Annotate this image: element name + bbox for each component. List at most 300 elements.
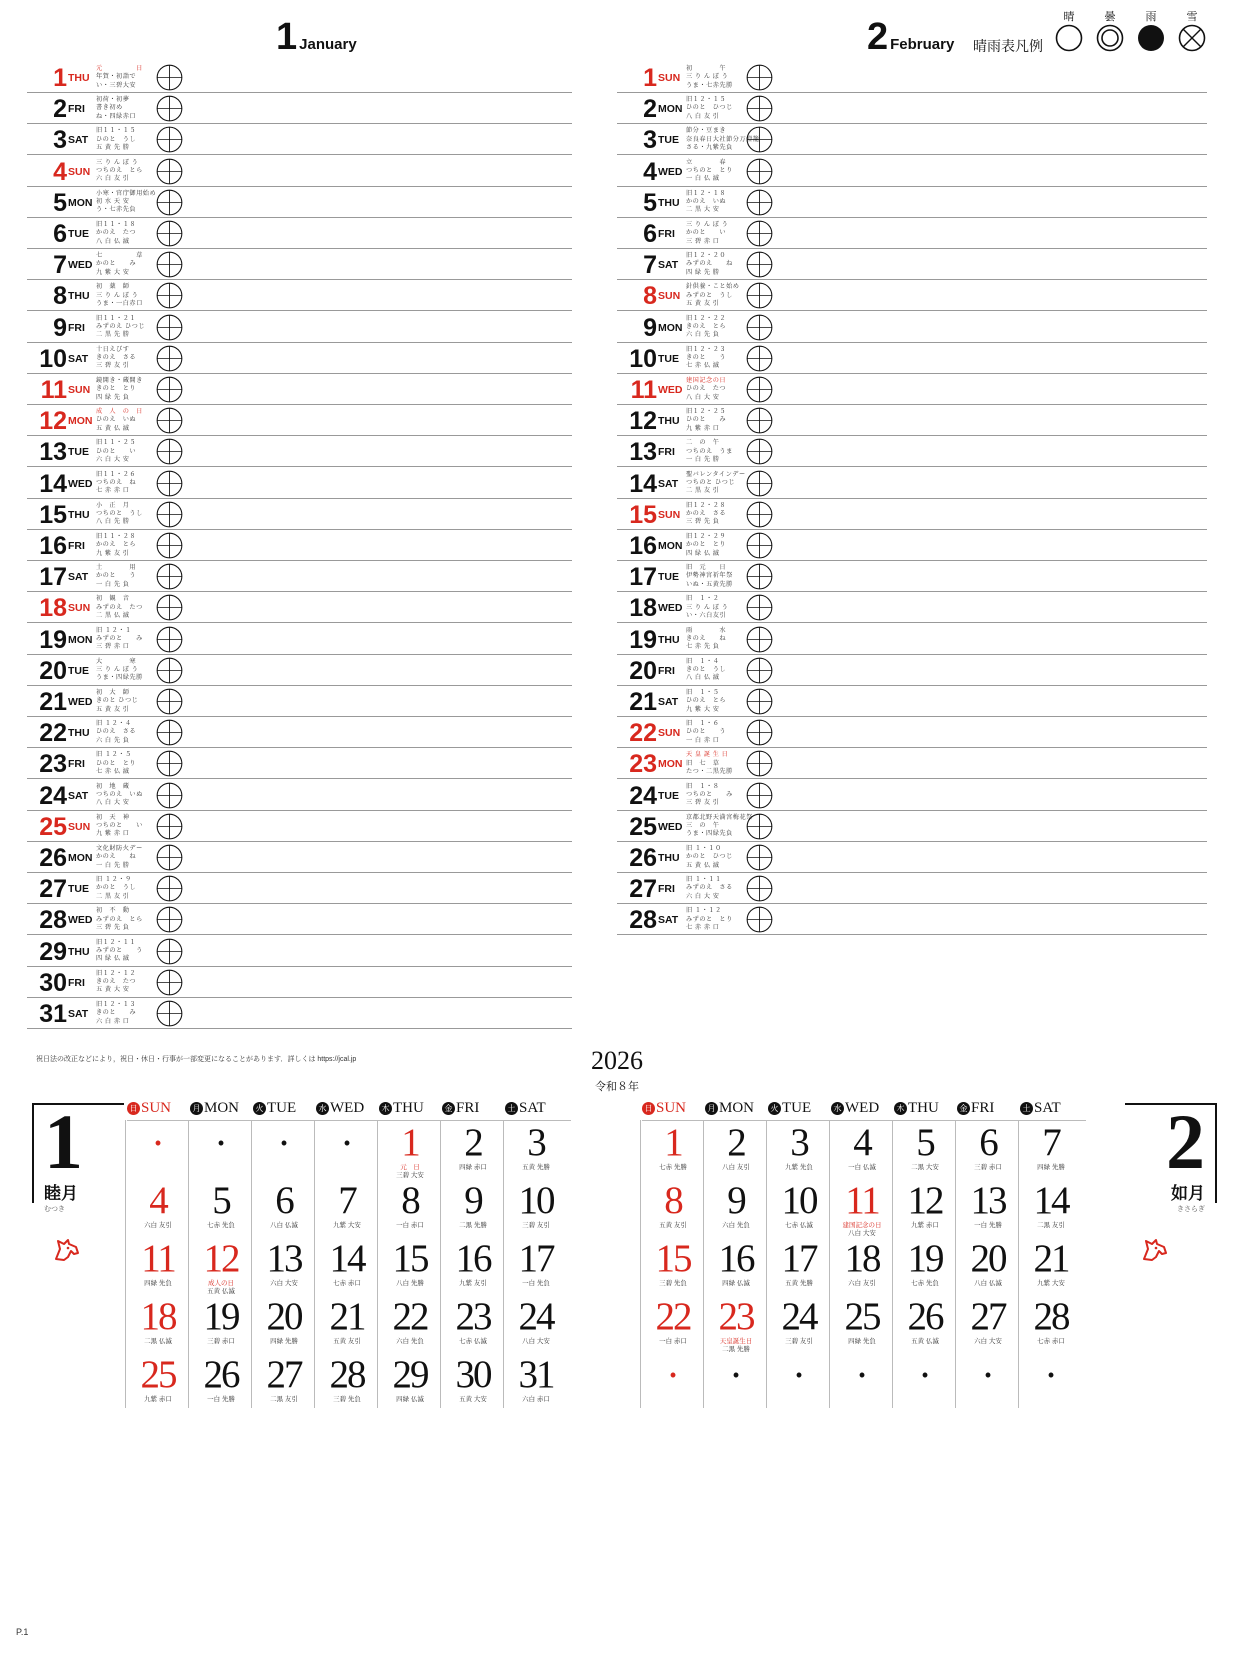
date-cell	[829, 1354, 895, 1412]
day-number: 3	[53, 126, 67, 155]
day-info	[96, 252, 151, 277]
day-row	[27, 936, 572, 967]
weather-circle-icon[interactable]	[156, 189, 183, 216]
day-info-line: 旧１２・１８	[686, 189, 727, 197]
rokuyo-label: 一白 先勝	[974, 1222, 1002, 1229]
weather-circle-icon[interactable]	[746, 532, 773, 559]
day-row	[617, 405, 1207, 436]
day-info-line: かのえ ね	[96, 853, 137, 861]
day-info-line: 三 り ん ぼ う	[686, 603, 729, 611]
empty-day-dot: •	[280, 1133, 288, 1153]
date-number: 14	[329, 1237, 365, 1280]
day-info	[96, 783, 151, 808]
day-row	[617, 93, 1207, 124]
weekday-kanji-badge: 金	[442, 1102, 455, 1115]
date-number: 28	[1033, 1295, 1069, 1338]
day-info-line: きのと み	[96, 1009, 137, 1017]
weather-circle-icon[interactable]	[156, 813, 183, 840]
filled-circle-icon	[1137, 24, 1165, 52]
day-info-line: 旧 １２・９	[96, 876, 132, 884]
day-info	[96, 876, 151, 901]
rokuyo-label: 九紫 赤口	[144, 1396, 172, 1403]
date-cell	[440, 1180, 506, 1238]
weather-circle-icon[interactable]	[156, 282, 183, 309]
day-number: 10	[629, 344, 657, 373]
weekday-label: THU	[68, 945, 90, 958]
weather-circle-icon[interactable]	[746, 782, 773, 809]
day-row	[617, 62, 1207, 93]
rokuyo-label: 五黄 友引	[659, 1222, 687, 1229]
day-info-line: 初荷・初夢	[96, 96, 130, 104]
weekday-header-tue	[253, 1100, 319, 1121]
day-info-line: みずのと う	[96, 946, 143, 954]
day-info-line: 立 春	[686, 158, 727, 166]
day-info	[96, 658, 151, 683]
rokuyo-label: 九紫 友引	[459, 1280, 487, 1287]
day-info	[96, 533, 151, 558]
day-info-line: 四 緑 先 負	[96, 393, 130, 401]
rokuyo-label: 八白 大安	[522, 1338, 550, 1345]
weekday-english: SUN	[141, 1100, 172, 1116]
day-info-line: 七 赤 仏 滅	[96, 767, 130, 775]
day-info-line: きのえ さる	[96, 354, 137, 362]
day-info-line: みずのと うし	[686, 291, 733, 299]
date-number: 25	[844, 1295, 880, 1338]
weather-circle-icon[interactable]	[746, 95, 773, 122]
day-info-line: ひのえ とら	[686, 697, 727, 705]
weather-circle-icon[interactable]	[156, 657, 183, 684]
weather-circle-icon[interactable]	[156, 158, 183, 185]
date-number: 27	[970, 1295, 1006, 1338]
day-row	[617, 748, 1207, 779]
day-info-line: 建国記念の日	[686, 377, 727, 384]
day-info-line: い・六白友引	[686, 611, 727, 619]
day-info-line: ひのと ひつじ	[686, 104, 733, 112]
weekday-english: WED	[845, 1100, 880, 1116]
weather-circle-icon[interactable]	[156, 501, 183, 528]
day-info-line: 旧１２・２５	[686, 408, 727, 416]
day-info	[686, 783, 741, 808]
weather-circle-icon[interactable]	[746, 314, 773, 341]
weather-circle-icon[interactable]	[156, 688, 183, 715]
day-info-line: 四 緑 仏 滅	[686, 549, 720, 557]
weather-circle-icon[interactable]	[746, 126, 773, 153]
weekday-english: FRI	[971, 1100, 995, 1116]
day-info-line: 七 赤 赤 口	[686, 923, 720, 931]
weather-circle-icon[interactable]	[746, 750, 773, 777]
day-info-line: 旧 １・６	[686, 720, 720, 728]
date-number: 10	[518, 1179, 554, 1222]
day-info-line: ひのと み	[686, 416, 727, 424]
date-number: 7	[338, 1179, 356, 1222]
rokuyo-label: 三碧 赤口	[974, 1164, 1002, 1171]
day-number: 20	[39, 656, 67, 685]
rokuyo-label: 五黄 仏滅	[207, 1288, 235, 1295]
month-header-january	[276, 14, 357, 58]
date-cell	[892, 1180, 958, 1238]
day-info-line: 四 緑 仏 滅	[96, 955, 130, 963]
date-cell	[188, 1180, 254, 1238]
day-info-line: うま・七赤先勝	[686, 81, 733, 89]
day-info-line: 八 白 大 安	[686, 393, 720, 401]
day-info-line: 旧１１・２５	[96, 439, 137, 447]
day-info-line: 旧 元 日	[686, 564, 727, 572]
date-cell	[703, 1238, 769, 1296]
weather-circle-icon[interactable]	[746, 470, 773, 497]
weather-circle-icon[interactable]	[156, 594, 183, 621]
day-info-line: 二 黒 友 引	[686, 487, 720, 495]
weather-circle-icon[interactable]	[746, 220, 773, 247]
date-number: 21	[329, 1295, 365, 1338]
weather-circle-icon[interactable]	[156, 314, 183, 341]
rokuyo-label: 六白 友引	[144, 1222, 172, 1229]
day-info-line: 旧１２・２８	[686, 501, 727, 509]
day-info-line: 三 碧 先 負	[96, 923, 130, 931]
day-info	[686, 190, 741, 215]
rokuyo-label: 二黒 友引	[270, 1396, 298, 1403]
weather-circle-icon[interactable]	[746, 345, 773, 372]
date-cell	[829, 1296, 895, 1354]
date-number: 11	[845, 1179, 879, 1222]
weekday-label: MON	[68, 415, 93, 428]
day-info-line: 一 白 先 勝	[96, 861, 130, 869]
day-number: 21	[39, 688, 67, 716]
day-row	[27, 124, 572, 155]
weather-circle-icon[interactable]	[156, 220, 183, 247]
day-info	[686, 377, 741, 402]
weather-circle-icon[interactable]	[746, 688, 773, 715]
date-cell	[703, 1122, 769, 1180]
weather-circle-icon[interactable]	[746, 813, 773, 840]
day-row	[27, 561, 572, 592]
day-info-line: ひのと うし	[96, 135, 137, 143]
day-info	[96, 814, 151, 839]
date-cell	[892, 1354, 958, 1412]
weather-circle-icon[interactable]	[746, 844, 773, 871]
weather-circle-icon[interactable]	[156, 750, 183, 777]
weather-circle-icon[interactable]	[156, 1000, 183, 1027]
day-info	[96, 970, 151, 995]
weather-circle-icon[interactable]	[746, 875, 773, 902]
day-info	[96, 221, 151, 246]
weather-circle-icon[interactable]	[156, 938, 183, 965]
day-info-line: つちのと ひつじ	[686, 478, 736, 486]
weather-circle-icon[interactable]	[746, 407, 773, 434]
month-number: 1	[276, 16, 298, 58]
date-number: 8	[664, 1179, 682, 1222]
weekday-label: SAT	[68, 352, 89, 365]
weekday-label: TUE	[68, 664, 89, 677]
date-cell	[766, 1296, 832, 1354]
weather-circle-icon[interactable]	[746, 719, 773, 746]
date-number: 22	[392, 1295, 428, 1338]
weather-circle-icon[interactable]	[746, 501, 773, 528]
day-number: 6	[643, 220, 657, 248]
day-row	[27, 592, 572, 623]
weekday-english: WED	[330, 1100, 365, 1116]
weekday-label: SAT	[68, 134, 89, 147]
day-info-line: かのと う	[96, 572, 137, 580]
weather-circle-icon[interactable]	[746, 189, 773, 216]
day-info-line: 初 午	[686, 65, 727, 72]
day-info-line: きのと ひつじ	[96, 697, 139, 705]
date-number: 16	[455, 1237, 491, 1280]
month-number: 2	[867, 16, 889, 58]
day-info-line: 三 り ん ぼ う	[686, 73, 729, 81]
day-row	[617, 842, 1207, 873]
weekday-header-wed	[316, 1100, 382, 1121]
day-number: 4	[53, 157, 67, 186]
date-number: 11	[141, 1237, 175, 1280]
date-number: 5	[916, 1121, 934, 1164]
day-info-line: 旧 １・２	[686, 595, 720, 603]
weather-circle-icon[interactable]	[746, 282, 773, 309]
day-info	[686, 315, 741, 340]
weather-circle-icon[interactable]	[746, 64, 773, 91]
weekday-header-thu	[379, 1100, 445, 1121]
day-number: 24	[629, 781, 657, 810]
day-row	[27, 187, 572, 218]
day-number: 26	[39, 844, 67, 872]
date-number: 17	[518, 1237, 554, 1280]
day-number: 2	[53, 95, 67, 124]
day-info-line: つちのえ いぬ	[96, 790, 143, 798]
weather-circle-icon[interactable]	[746, 906, 773, 933]
date-number: 8	[401, 1179, 419, 1222]
weekday-english: FRI	[456, 1100, 480, 1116]
day-row	[27, 873, 572, 904]
weather-circle-icon[interactable]	[746, 563, 773, 590]
day-info-line: 五 黄 友 引	[96, 705, 130, 713]
day-number: 4	[643, 157, 657, 186]
weather-circle-icon[interactable]	[156, 438, 183, 465]
date-number: 5	[212, 1179, 230, 1222]
day-info-line: 二 黒 大 安	[686, 206, 720, 214]
mini-month-reading: きさらぎ	[1177, 1206, 1205, 1213]
weekday-english: THU	[393, 1100, 424, 1116]
day-number: 8	[643, 282, 657, 311]
day-info	[96, 346, 151, 371]
weather-circle-icon[interactable]	[156, 251, 183, 278]
rokuyo-label: 五黄 仏滅	[911, 1338, 939, 1345]
rokuyo-label: 六白 大安	[974, 1338, 1002, 1345]
day-info-line: かのえ とら	[96, 541, 137, 549]
weekday-label: WED	[68, 259, 93, 272]
day-info-line: 旧１１・２１	[96, 314, 137, 322]
day-info	[96, 939, 151, 964]
weather-circle-icon[interactable]	[156, 626, 183, 653]
day-info-line: 八 白 先 勝	[96, 518, 130, 526]
mini-month-jp-name: 如月	[1171, 1184, 1205, 1203]
weather-circle-icon[interactable]	[156, 969, 183, 996]
weekday-label: MON	[658, 758, 683, 771]
date-number: 30	[455, 1353, 491, 1396]
date-number: 6	[979, 1121, 997, 1164]
weekday-header-sat	[505, 1100, 571, 1121]
day-number: 14	[629, 469, 657, 498]
day-row	[617, 280, 1207, 311]
weather-circle-icon[interactable]	[156, 376, 183, 403]
day-info	[686, 127, 760, 152]
day-row	[617, 187, 1207, 218]
day-info-line: 三 り ん ぼ う	[96, 158, 139, 166]
day-info	[96, 65, 151, 90]
weather-circle-icon[interactable]	[156, 470, 183, 497]
weather-circle-icon[interactable]	[746, 158, 773, 185]
day-info-line: きのと うし	[686, 666, 727, 674]
date-number: 26	[203, 1353, 239, 1396]
weather-circle-icon[interactable]	[156, 719, 183, 746]
weather-circle-icon[interactable]	[746, 626, 773, 653]
weather-circle-icon[interactable]	[746, 376, 773, 403]
date-cell	[892, 1122, 958, 1180]
date-cell	[1018, 1180, 1084, 1238]
day-info-line: 五 黄 大 安	[96, 986, 130, 994]
date-number: 2	[727, 1121, 745, 1164]
weekday-label: THU	[68, 508, 90, 521]
day-info-line: 三 碧 赤 口	[686, 237, 720, 245]
day-number: 7	[53, 251, 67, 280]
weather-circle-icon[interactable]	[746, 251, 773, 278]
day-info-line: かのと うし	[96, 884, 137, 892]
date-cell	[640, 1238, 706, 1296]
rokuyo-label: 七赤 先勝	[659, 1164, 687, 1171]
day-info	[96, 189, 157, 215]
weekday-english: THU	[908, 1100, 939, 1116]
weekday-label: SUN	[658, 508, 681, 521]
date-cell	[314, 1296, 380, 1354]
weather-circle-icon[interactable]	[156, 345, 183, 372]
day-info	[686, 564, 741, 589]
weather-circle-icon[interactable]	[746, 657, 773, 684]
weather-circle-icon[interactable]	[746, 594, 773, 621]
weather-circle-icon[interactable]	[156, 875, 183, 902]
date-number: 31	[518, 1353, 554, 1396]
day-info	[686, 439, 741, 464]
date-cell	[377, 1180, 443, 1238]
day-info-line: 旧 １・１２	[686, 907, 722, 915]
weather-circle-icon[interactable]	[156, 64, 183, 91]
month-name: February	[890, 36, 955, 53]
day-number: 30	[39, 968, 67, 997]
date-number: 13	[266, 1237, 302, 1280]
day-info-line: 書き初め	[96, 104, 123, 112]
day-row	[617, 218, 1207, 249]
date-cell	[314, 1122, 380, 1180]
day-info	[96, 564, 151, 589]
page-number: P.1	[16, 1627, 29, 1637]
date-number: 25	[140, 1353, 176, 1396]
rokuyo-label: 一白 先勝	[207, 1396, 235, 1403]
date-number: 12	[907, 1179, 943, 1222]
weather-circle-icon[interactable]	[156, 532, 183, 559]
day-info-line: 旧 １２・４	[96, 720, 132, 728]
day-info-line: 文化財防火デー	[96, 845, 143, 852]
weather-circle-icon[interactable]	[156, 563, 183, 590]
day-info-line: 初 観 音	[96, 595, 130, 603]
rokuyo-label: 二黒 仏滅	[144, 1338, 172, 1345]
date-cell	[377, 1354, 443, 1412]
day-row	[27, 93, 572, 124]
day-info-line: 伊勢神宮祈年祭	[686, 572, 733, 580]
day-info-line: 旧 １２・５	[96, 751, 132, 759]
day-row	[617, 530, 1207, 561]
day-number: 23	[629, 750, 657, 779]
weekday-english: TUE	[267, 1100, 297, 1116]
weekday-header-thu	[894, 1100, 960, 1121]
date-cell	[125, 1238, 191, 1296]
day-info-line: ひのと う	[686, 728, 727, 736]
mini-month-card-february	[1125, 1098, 1217, 1213]
date-cell	[503, 1122, 569, 1180]
rokuyo-label: 三碧 赤口	[207, 1338, 235, 1345]
weather-circle-icon[interactable]	[746, 438, 773, 465]
day-info-line: みずのえ ひつじ	[96, 322, 146, 330]
date-number: 29	[392, 1353, 428, 1396]
weather-circle-icon[interactable]	[156, 844, 183, 871]
rokuyo-label: 九紫 大安	[333, 1222, 361, 1229]
day-info-line: つちのえ ね	[96, 478, 137, 486]
weather-circle-icon[interactable]	[156, 95, 183, 122]
weekday-kanji-badge: 木	[894, 1102, 907, 1115]
day-info-line: 五 黄 仏 滅	[686, 861, 720, 869]
day-info-line: 八 白 大 安	[96, 799, 130, 807]
empty-day-dot: •	[669, 1365, 677, 1385]
day-info	[96, 439, 151, 464]
weekday-header-fri	[442, 1100, 508, 1121]
date-cell	[829, 1180, 895, 1238]
month-header-february	[867, 14, 955, 58]
day-info-line: 九 紫 赤 口	[96, 830, 130, 838]
day-info-line: 九 紫 大 安	[686, 705, 720, 713]
day-number: 13	[39, 438, 67, 467]
weekday-kanji-badge: 金	[957, 1102, 970, 1115]
day-info-line: 小寒・官庁御用始め	[96, 189, 157, 197]
day-info-line: 旧１１・１８	[96, 221, 137, 228]
day-number: 5	[643, 188, 657, 217]
weekday-english: SAT	[519, 1100, 546, 1116]
weekday-label: FRI	[68, 321, 85, 334]
day-info-line: 節分・豆まき	[686, 127, 727, 135]
date-number: 1	[401, 1121, 419, 1164]
day-row	[617, 873, 1207, 904]
weather-circle-icon[interactable]	[156, 782, 183, 809]
day-number: 18	[39, 594, 67, 623]
day-row	[617, 312, 1207, 343]
empty-day-dot: •	[984, 1365, 992, 1385]
weather-circle-icon[interactable]	[156, 407, 183, 434]
date-number: 26	[907, 1295, 943, 1338]
rokuyo-label: 二黒 友引	[1037, 1222, 1065, 1229]
day-number: 14	[39, 469, 67, 498]
day-row	[27, 405, 572, 436]
day-info-line: うま・四緑先負	[686, 830, 733, 838]
date-number: 19	[203, 1295, 239, 1338]
weekday-label: SUN	[68, 384, 91, 396]
legend-item-rainy: 雨	[1134, 8, 1168, 57]
weather-circle-icon[interactable]	[156, 906, 183, 933]
rokuyo-label: 七赤 先負	[911, 1280, 939, 1287]
day-row	[27, 343, 572, 374]
day-info-line: つちのと み	[686, 790, 733, 798]
weather-circle-icon[interactable]	[156, 126, 183, 153]
day-info-line: 十日えびす	[96, 345, 130, 353]
date-number: 18	[844, 1237, 880, 1280]
date-cell	[503, 1354, 569, 1412]
rokuyo-label: 四緑 赤口	[459, 1164, 487, 1171]
date-number: 18	[140, 1295, 176, 1338]
rokuyo-label: 八白 先勝	[396, 1280, 424, 1287]
